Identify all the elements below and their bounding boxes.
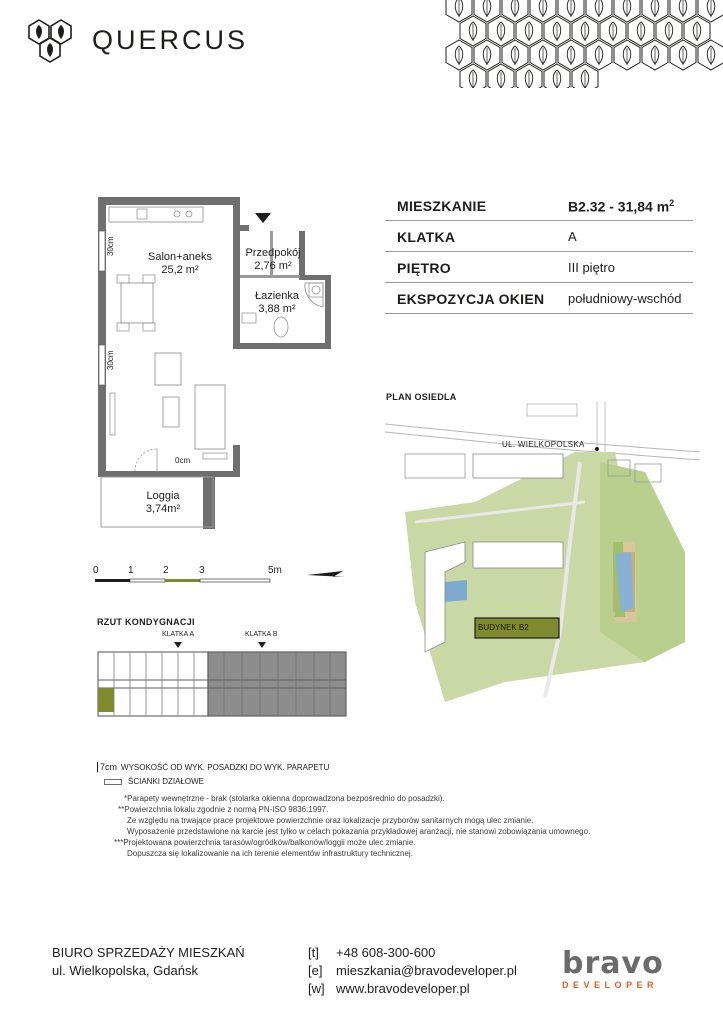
info-row-stairwell [385, 221, 693, 252]
footnote: Wyposażenie przedstawione na karcie jest tylko w celach pokazania przykładowej aranżacji, nie stanowi zobowiązania umownego. [127, 827, 591, 836]
sales-office-title: BIURO SPRZEDAŻY MIESZKAŃ [52, 945, 245, 960]
street-label: UL. WIELKOPOLSKA [502, 440, 585, 449]
room-salon [140, 251, 220, 277]
legend-walls [104, 777, 204, 786]
web-link[interactable]: www.bravodeveloper.pl [336, 981, 470, 996]
footnotes [97, 793, 657, 859]
footnote: Dopuszcza się lokalizowanie na ich terenie elementów infrastruktury technicznej. [127, 849, 413, 858]
bravo-logo-sub: DEVELOPER [562, 980, 659, 990]
info-value: A [568, 229, 577, 244]
room-salon-name: Salon+aneks [148, 251, 212, 263]
scale-mark: 3 [199, 565, 205, 576]
contact-phone [308, 944, 517, 962]
room-hall-area: 2,76 m² [254, 260, 292, 272]
info-label: PIĘTRO [397, 260, 451, 276]
site-plan-title: PLAN OSIEDLA [386, 392, 457, 402]
contact-web [308, 980, 517, 998]
building-b2-label: BUDYNEK B2 [478, 623, 529, 632]
scale-mark: 5m [268, 565, 282, 576]
stairwell-a-label: KLATKA A [162, 631, 195, 638]
legend-walls-swatch [104, 779, 122, 785]
footnote: **Powierzchnia lokalu zgodnie z normą PN-ISO 9836:1997. [118, 805, 329, 814]
room-bathroom-name: Łazienka [254, 290, 300, 302]
room-bathroom-area: 3,88 m² [258, 303, 296, 315]
stairwell-b-label: KLATKA B [245, 631, 278, 638]
contact-email [308, 962, 517, 980]
storey-plan-diagram [96, 640, 350, 720]
bravo-developer-logo [562, 946, 667, 990]
legend-walls-text: ŚCIANKI DZIAŁOWE [128, 777, 205, 786]
storey-plan-title: RZUT KONDYGNACJI [97, 617, 195, 627]
room-salon-area: 25,2 m² [161, 264, 199, 276]
info-value: południowy-wschód [568, 291, 682, 306]
phone-tag: [t] [308, 945, 319, 960]
window-sill-dimension: 30cm [106, 236, 115, 256]
info-row-floor [385, 252, 693, 283]
legend-parapet-value: 7cm [97, 762, 117, 772]
footnote: Ze względu na trwające prace projektowe powierzchnie oraz lokalizacje przyborów sanitarnych mogą ulec zmianie. [127, 816, 534, 825]
scale-bar [95, 565, 355, 585]
scale-mark: 2 [163, 565, 169, 576]
email-link[interactable]: mieszkania@bravodeveloper.pl [336, 963, 517, 978]
info-row-apartment [385, 190, 693, 221]
door-sill-dimension: 0cm [175, 456, 191, 465]
brand-name: QUERCUS [92, 25, 249, 55]
footnote: *Parapety wewnętrzne - brak (stolarka okienna doprowadzona bezpośrednio do posadzki). [124, 794, 445, 803]
legend-parapet [97, 762, 329, 772]
scale-mark: 0 [93, 565, 99, 576]
sales-office-address: ul. Wielkopolska, Gdańsk [52, 963, 198, 978]
room-loggia [128, 490, 198, 516]
web-tag: [w] [308, 981, 325, 996]
info-label: EKSPOZYCJA OKIEN [397, 291, 545, 307]
info-row-exposure [385, 283, 693, 314]
footnote: ***Projektowana powierzchnia tarasów/ogródków/balkonów/loggii może ulec zmianie. [114, 838, 416, 847]
room-loggia-name: Loggia [146, 490, 180, 502]
sales-office [52, 944, 245, 980]
room-hall-name: Przedpokój [245, 247, 301, 259]
legend-parapet-text: WYSOKOŚĆ OD WYK. POSADZKI DO WYK. PARAPETU [121, 762, 330, 772]
scale-mark: 1 [128, 565, 134, 576]
quercus-logo-icon [27, 18, 73, 64]
email-tag: [e] [308, 963, 323, 978]
info-label: KLATKA [397, 229, 456, 245]
info-value: B2.32 - 31,84 $m^2$ [568, 198, 675, 215]
bravo-logo-word: bravo [562, 946, 664, 981]
room-hall [240, 247, 306, 273]
contact-info [308, 944, 517, 998]
room-bathroom [246, 290, 308, 316]
room-loggia-area: 3,74m² [145, 503, 181, 515]
apartment-info-table [385, 190, 693, 314]
info-label: MIESZKANIE [397, 198, 487, 214]
info-value: III piętro [568, 260, 615, 275]
phone-link[interactable]: +48 608-300-600 [336, 945, 436, 960]
window-sill-dimension: 30cm [106, 350, 115, 370]
leaf-pattern-decoration [444, 0, 723, 88]
